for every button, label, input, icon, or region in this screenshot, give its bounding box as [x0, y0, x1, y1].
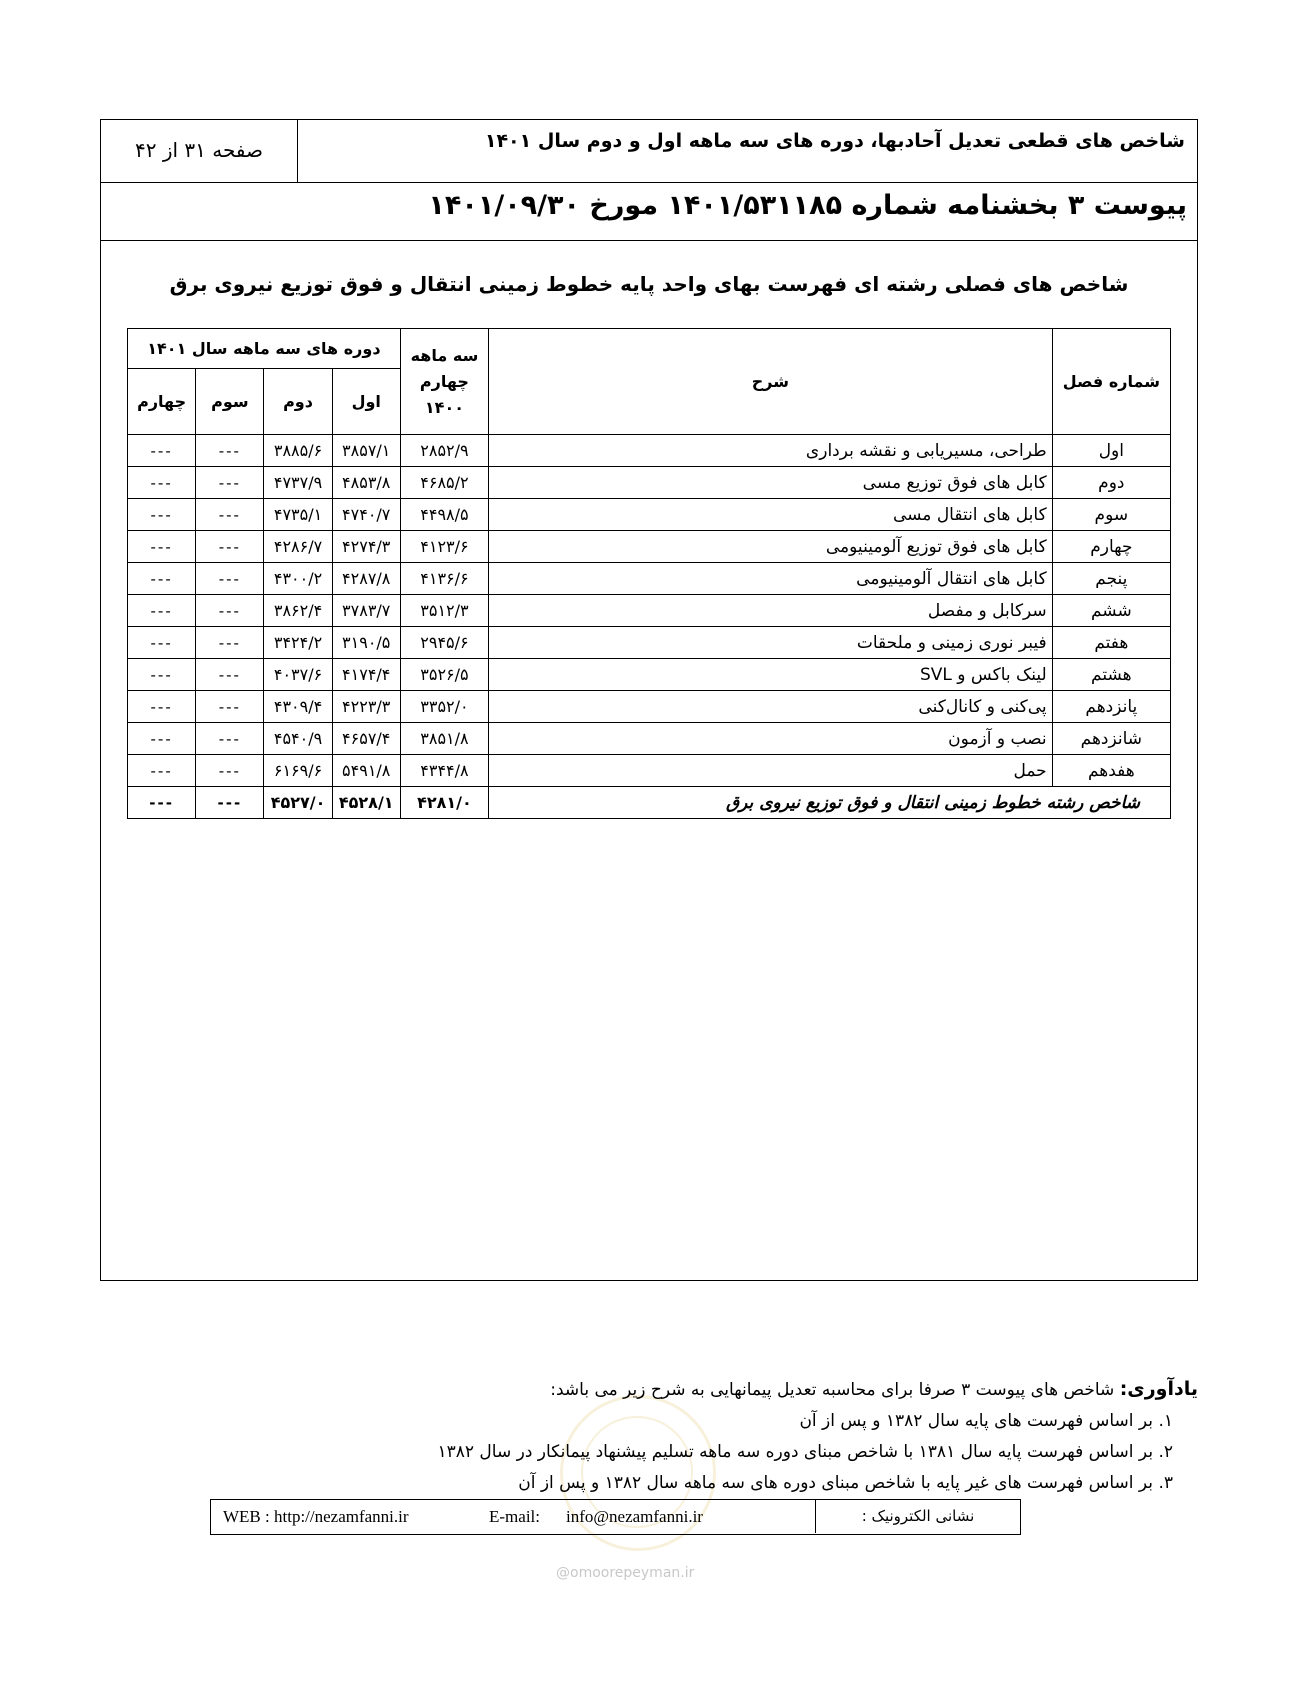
row-chapter: هفتم	[1052, 627, 1170, 659]
row-q4-value: ---	[128, 627, 196, 659]
row-q2-value: ۳۴۲۴/۲	[264, 627, 332, 659]
row-q1-value: ۴۲۸۷/۸	[332, 563, 400, 595]
q4-header: چهارم	[128, 369, 196, 435]
table-row	[128, 531, 1171, 563]
table-row	[128, 435, 1171, 467]
row-q2-value: ۴۰۳۷/۶	[264, 659, 332, 691]
row-description: فیبر نوری زمینی و ملحقات	[489, 627, 1053, 659]
notes	[398, 1374, 1198, 1499]
row-q2-value: ۴۷۳۵/۱	[264, 499, 332, 531]
quarters-group-header: دوره های سه ماهه سال ۱۴۰۱	[128, 329, 401, 369]
row-q3-value: ---	[196, 563, 264, 595]
row-description: کابل های انتقال مسی	[489, 499, 1053, 531]
row-description: طراحی، مسیریابی و نقشه برداری	[489, 435, 1053, 467]
row-q3-value: ---	[196, 595, 264, 627]
row-prev-value: ۴۱۳۶/۶	[400, 563, 488, 595]
row-q4-value: ---	[128, 723, 196, 755]
table-row	[128, 691, 1171, 723]
row-q2-value: ۴۵۴۰/۹	[264, 723, 332, 755]
row-description: کابل های فوق توزیع مسی	[489, 467, 1053, 499]
table-title: شاخص های فصلی رشته ای فهرست بهای واحد پایه خطوط زمینی انتقال و فوق توزیع نیروی برق	[169, 272, 1129, 296]
table-row	[128, 659, 1171, 691]
row-prev-value: ۴۱۲۳/۶	[400, 531, 488, 563]
row-q4-value: ---	[128, 563, 196, 595]
row-prev-value: ۴۳۴۴/۸	[400, 755, 488, 787]
row-chapter: ششم	[1052, 595, 1170, 627]
q1-header: اول	[332, 369, 400, 435]
row-q4-value: ---	[128, 435, 196, 467]
row-prev-value: ۳۵۲۶/۵	[400, 659, 488, 691]
notes-intro: شاخص های پیوست ۳ صرفا برای محاسبه تعدیل پیمانهایی به شرح زیر می باشد:	[550, 1380, 1115, 1400]
total-q3: ---	[196, 787, 264, 819]
row-q2-value: ۶۱۶۹/۶	[264, 755, 332, 787]
circular-title: پیوست ۳ بخشنامه شماره ۱۴۰۱/۵۳۱۱۸۵ مورخ ۱۴۰۱/۰۹/۳۰	[428, 190, 1187, 221]
row-chapter: هشتم	[1052, 659, 1170, 691]
row-q3-value: ---	[196, 627, 264, 659]
q3-header: سوم	[196, 369, 264, 435]
row-description: کابل های فوق توزیع آلومینیومی	[489, 531, 1053, 563]
table-row	[128, 467, 1171, 499]
row-q2-value: ۴۷۳۷/۹	[264, 467, 332, 499]
note-item: ۱. بر اساس فهرست های پایه سال ۱۳۸۲ و پس از آن	[799, 1411, 1173, 1431]
row-description: حمل	[489, 755, 1053, 787]
row-q3-value: ---	[196, 691, 264, 723]
row-q4-value: ---	[128, 467, 196, 499]
table-row	[128, 723, 1171, 755]
row-q1-value: ۴۸۵۳/۸	[332, 467, 400, 499]
row-chapter: هفدهم	[1052, 755, 1170, 787]
row-q1-value: ۴۶۵۷/۴	[332, 723, 400, 755]
row-q4-value: ---	[128, 755, 196, 787]
notes-label: یادآوری:	[1119, 1378, 1198, 1400]
table-row	[128, 563, 1171, 595]
row-prev-value: ۳۳۵۲/۰	[400, 691, 488, 723]
watermark-text: @omoorepeyman.ir	[556, 1565, 695, 1581]
row-chapter: چهارم	[1052, 531, 1170, 563]
row-chapter: شانزدهم	[1052, 723, 1170, 755]
row-q2-value: ۳۸۸۵/۶	[264, 435, 332, 467]
description-header: شرح	[489, 329, 1053, 435]
row-chapter: دوم	[1052, 467, 1170, 499]
email-link[interactable]: info@nezamfanni.ir	[566, 1507, 703, 1526]
row-q4-value: ---	[128, 499, 196, 531]
row-description: نصب و آزمون	[489, 723, 1053, 755]
row-q3-value: ---	[196, 755, 264, 787]
total-prev: ۴۲۸۱/۰	[400, 787, 488, 819]
row-description: لینک باکس و SVL	[489, 659, 1053, 691]
row-q1-value: ۵۴۹۱/۸	[332, 755, 400, 787]
header-row	[101, 120, 1197, 183]
note-item: ۲. بر اساس فهرست پایه سال ۱۳۸۱ با شاخص مبنای دوره سه ماهه تسلیم پیشنهاد پیمانکار در سال ۱۳۸۲	[437, 1442, 1173, 1462]
index-table	[127, 328, 1171, 819]
row-q1-value: ۴۷۴۰/۷	[332, 499, 400, 531]
row-q1-value: ۴۱۷۴/۴	[332, 659, 400, 691]
row-q3-value: ---	[196, 499, 264, 531]
total-description: شاخص رشته خطوط زمینی انتقال و فوق توزیع نیروی برق	[489, 787, 1171, 819]
row-q1-value: ۴۲۷۴/۳	[332, 531, 400, 563]
table-row	[128, 499, 1171, 531]
row-q1-value: ۴۲۲۳/۳	[332, 691, 400, 723]
row-q1-value: ۳۷۸۳/۷	[332, 595, 400, 627]
row-q3-value: ---	[196, 467, 264, 499]
row-q4-value: ---	[128, 531, 196, 563]
q2-header: دوم	[264, 369, 332, 435]
row-q4-value: ---	[128, 659, 196, 691]
row-q4-value: ---	[128, 691, 196, 723]
row-chapter: اول	[1052, 435, 1170, 467]
row-q2-value: ۴۳۰۹/۴	[264, 691, 332, 723]
circular-row	[101, 182, 1197, 241]
row-prev-value: ۴۴۹۸/۵	[400, 499, 488, 531]
contact-label: نشانی الکترونیک :	[815, 1500, 1020, 1533]
page-number: صفحه ۳۱ از ۴۲	[101, 120, 298, 182]
row-description: پی‌کنی و کانال‌کنی	[489, 691, 1053, 723]
row-chapter: سوم	[1052, 499, 1170, 531]
table-row	[128, 595, 1171, 627]
row-q2-value: ۴۲۸۶/۷	[264, 531, 332, 563]
table-row	[128, 627, 1171, 659]
row-q1-value: ۳۸۵۷/۱	[332, 435, 400, 467]
row-q3-value: ---	[196, 723, 264, 755]
row-chapter: پانزدهم	[1052, 691, 1170, 723]
row-description: سرکابل و مفصل	[489, 595, 1053, 627]
row-q2-value: ۳۸۶۲/۴	[264, 595, 332, 627]
row-q3-value: ---	[196, 435, 264, 467]
row-q2-value: ۴۳۰۰/۲	[264, 563, 332, 595]
row-prev-value: ۲۸۵۲/۹	[400, 435, 488, 467]
total-q4: ---	[128, 787, 196, 819]
total-q1: ۴۵۲۸/۱	[332, 787, 400, 819]
email-label: E-mail:	[489, 1507, 540, 1526]
prev-quarter-header: سه ماهه چهارم ۱۴۰۰	[400, 329, 488, 435]
row-prev-value: ۲۹۴۵/۶	[400, 627, 488, 659]
total-row	[128, 787, 1171, 819]
row-q3-value: ---	[196, 659, 264, 691]
row-q1-value: ۳۱۹۰/۵	[332, 627, 400, 659]
total-q2: ۴۵۲۷/۰	[264, 787, 332, 819]
row-prev-value: ۴۶۸۵/۲	[400, 467, 488, 499]
row-q3-value: ---	[196, 531, 264, 563]
website-link[interactable]: WEB : http://nezamfanni.ir	[223, 1507, 409, 1526]
row-description: کابل های انتقال آلومینیومی	[489, 563, 1053, 595]
chapter-header: شماره فصل	[1052, 329, 1170, 435]
row-q4-value: ---	[128, 595, 196, 627]
note-item: ۳. بر اساس فهرست های غیر پایه با شاخص مبنای دوره های سه ماهه سال ۱۳۸۲ و پس از آن	[518, 1473, 1173, 1493]
contact-box	[210, 1499, 1021, 1535]
header-title: شاخص های قطعی تعدیل آحادبها، دوره های سه ماهه اول و دوم سال ۱۴۰۱	[484, 130, 1185, 152]
table-row	[128, 755, 1171, 787]
row-prev-value: ۳۵۱۲/۳	[400, 595, 488, 627]
row-chapter: پنجم	[1052, 563, 1170, 595]
row-prev-value: ۳۸۵۱/۸	[400, 723, 488, 755]
